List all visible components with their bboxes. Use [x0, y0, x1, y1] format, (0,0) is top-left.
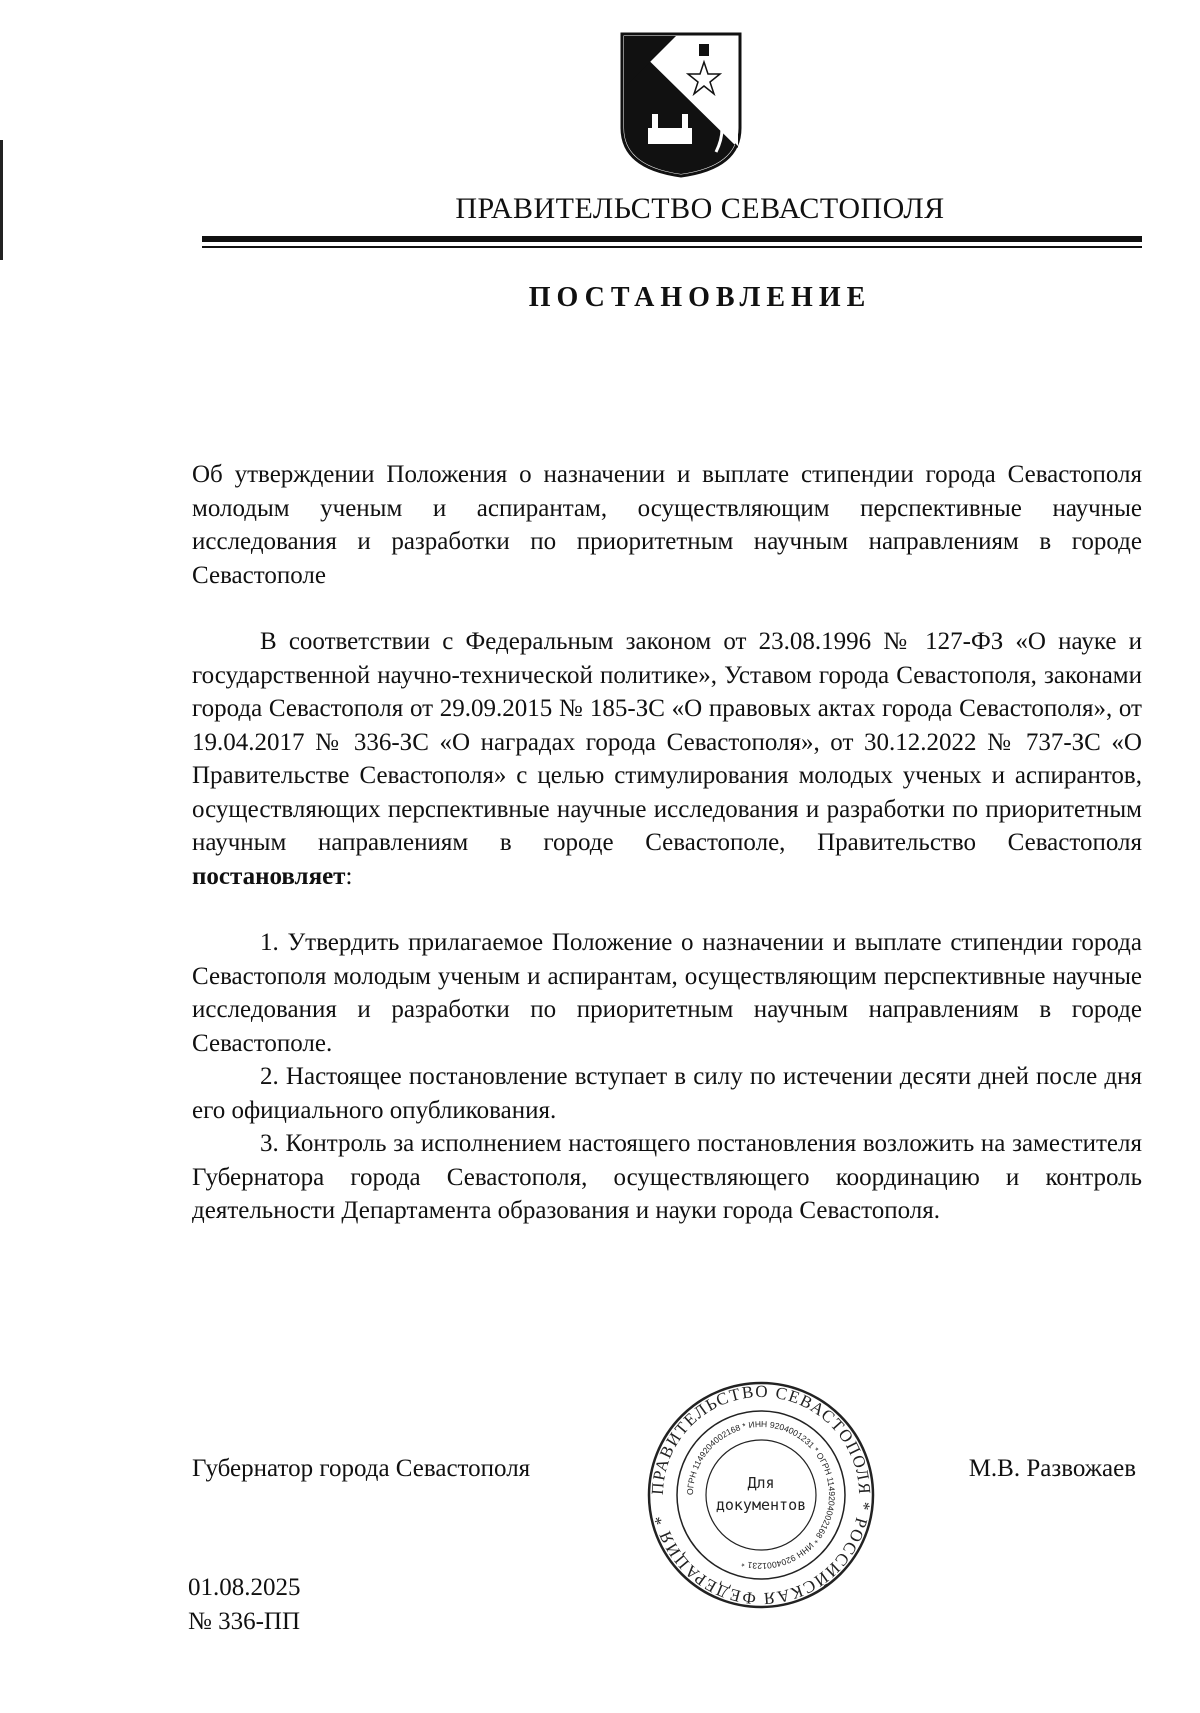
sevastopol-coat-of-arms-icon — [616, 28, 746, 178]
official-stamp — [646, 1380, 876, 1610]
document-date-number — [188, 1571, 301, 1639]
document-type-title: ПОСТАНОВЛЕНИЕ — [528, 282, 872, 313]
preamble-text: В соответствии с Федеральным законом от 23.08.1996 № 127-ФЗ «О науке и государственной научно-технической политике», Уставом города Севастополя, законами города Севастополя от 29.09.2015 № 185-ЗС «О правовых актах города Севастополя», от 19.04.2017 № 336-ЗС «О наградах города Севастополя», от 30.12.2022 № 737-ЗС «О Правительстве Севастополя» с целью стимулирования молодых ученых и аспирантов, осуществляющих перспективные научные исследования и разработки по приоритетным научным направлениям в городе Севастополе, Правительство Севастополя — [192, 628, 1142, 856]
list-item-3: 3. Контроль за исполнением настоящего постановления возложить на заместителя Губернатора города Севастополя, осуществляющего координацию и контроль деятельности Департамента образования и науки города Севастополя. — [192, 1130, 1142, 1224]
preamble-colon: : — [345, 862, 353, 890]
document-subject: Об утверждении Положения о назначении и выплате стипендии города Севастополя молодым ученым и аспирантам, осуществляющим перспективные научные исследования и разработки по приоритетным научным направлениям в городе Севастополе — [192, 461, 1142, 589]
stamp-center-line1: Для — [747, 1474, 775, 1492]
organization-title: ПРАВИТЕЛЬСТВО СЕВАСТОПОЛЯ — [455, 192, 945, 225]
document-date: 01.08.2025 — [188, 1574, 301, 1601]
document-number: № 336-ПП — [188, 1608, 301, 1635]
signatory-title: Губернатор города Севастополя — [192, 1455, 531, 1482]
document-body — [192, 458, 1142, 1228]
signatory-name: М.В. Развожаев — [968, 1455, 1136, 1482]
list-item-2: 2. Настоящее постановление вступает в силу по истечении десяти дней после дня его официального опубликования. — [192, 1063, 1142, 1124]
preamble-paragraph — [192, 625, 1142, 893]
header-rule-thin — [202, 246, 1142, 248]
stamp-inner-text: ОГРН 1149204002168 * ИНН 9204001231 * ОГРН 1149204002168 * ИНН 9204001231 * — [684, 1418, 838, 1572]
header-rule-thick — [202, 236, 1142, 242]
stamp-center-line2: документов — [715, 1496, 807, 1514]
decree-word: постановляет — [192, 862, 346, 890]
list-item-1: 1. Утвердить прилагаемое Положение о назначении и выплате стипендии города Севастополя молодым ученым и аспирантам, осуществляющим перспективные научные исследования и разработки по приоритетным научным направлениям в городе Севастополе. — [192, 929, 1142, 1057]
page-edge-mark — [0, 140, 3, 260]
stamp-outer-text: ПРАВИТЕЛЬСТВО СЕВАСТОПОЛЯ * РОССИЙСКАЯ ФЕДЕРАЦИЯ * — [647, 1381, 875, 1609]
